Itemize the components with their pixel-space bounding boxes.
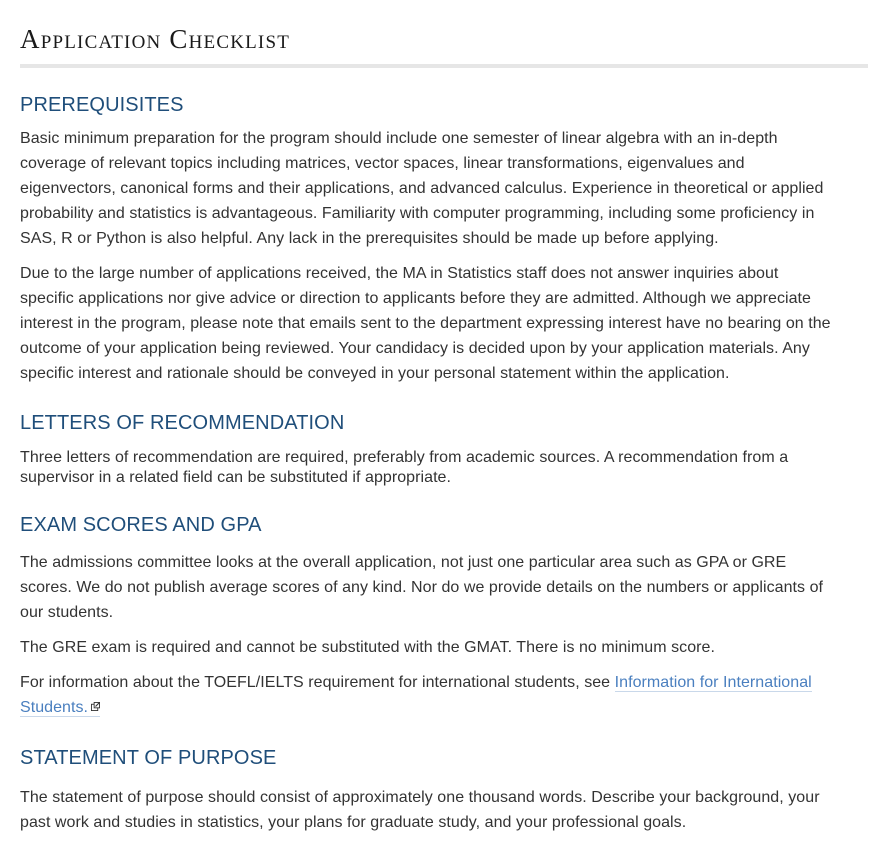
prerequisites-paragraph-2: Due to the large number of applications received, the MA in Statistics staff does not answer inquiries about specific applications nor give advice or direction to applicants before they are admitted. Although we appreciate interest in the program, please note that emails sent to the department expressing interest have no bearing on the outcome of your application being reviewed. Your candidacy is decided upon by your application materials. Any specific interest and rationale should be conveyed in your personal statement within the application. bbox=[20, 265, 831, 382]
exam-paragraph-1: The admissions committee looks at the overall application, not just one particular area such as GPA or GRE scores. We do not publish average scores of any kind. Nor do we provide details on the numbers or applicants of our students. bbox=[20, 554, 824, 621]
page-content bbox=[20, 0, 868, 835]
exam-paragraph-3: For information about the TOEFL/IELTS requirement for international students, see Information for International Students. bbox=[20, 674, 812, 716]
exam-paragraph-2: The GRE exam is required and cannot be substituted with the GMAT. There is no minimum score. bbox=[20, 639, 715, 656]
section-heading-prerequisites: PREREQUISITES bbox=[20, 94, 184, 116]
page-title: Application Checklist bbox=[20, 24, 291, 54]
prerequisites-paragraph-1: Basic minimum preparation for the program should include one semester of linear algebra with an in-depth coverage of relevant topics including matrices, vector spaces, linear transformations, eigenvalues and eigenvectors, canonical forms and their applications, and advanced calculus. Experience in theoretical or applied probability and statistics is advantageous. Familiarity with computer programming, including some proficiency in SAS, R or Python is also helpful. Any lack in the prerequisites should be made up before applying. bbox=[20, 130, 824, 247]
international-students-link[interactable]: Information for International Students. bbox=[20, 674, 812, 716]
section-heading-statement: STATEMENT OF PURPOSE bbox=[20, 747, 277, 769]
external-link-icon bbox=[91, 702, 100, 711]
letters-paragraph: Three letters of recommendation are required, preferably from academic sources. A recommendation from a supervisor in a related field can be substituted if appropriate. bbox=[20, 449, 789, 486]
section-heading-letters: LETTERS OF RECOMMENDATION bbox=[20, 412, 345, 434]
title-divider bbox=[20, 64, 868, 68]
section-heading-exam-scores: EXAM SCORES AND GPA bbox=[20, 514, 262, 536]
statement-paragraph: The statement of purpose should consist of approximately one thousand words. Describe your background, your past work and studies in statistics, your plans for graduate study, and your professional goals. bbox=[20, 789, 820, 831]
